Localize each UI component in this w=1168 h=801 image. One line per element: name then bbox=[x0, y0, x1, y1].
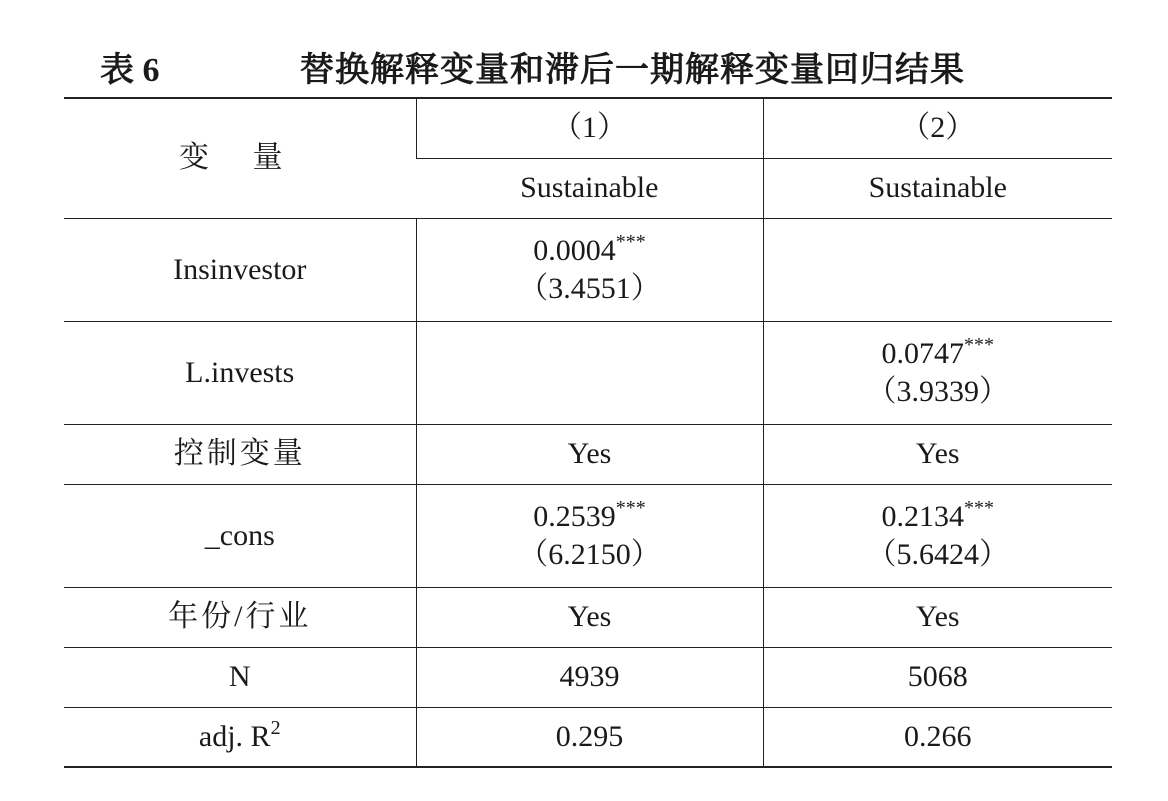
table-row-controls bbox=[64, 424, 1112, 484]
header-row-numbers bbox=[64, 98, 1112, 158]
t-stat: （6.2150） bbox=[518, 537, 661, 571]
table-row-adj-r2 bbox=[64, 707, 1112, 767]
value-cell: 0.266 bbox=[763, 707, 1112, 767]
coef-cell bbox=[763, 484, 1112, 587]
coef-value: 0.0747*** bbox=[881, 333, 994, 370]
table-title: 替换解释变量和滞后一期解释变量回归结果 bbox=[300, 52, 965, 89]
row-label: adj. $R^2$ bbox=[64, 707, 416, 767]
significance-stars: *** bbox=[964, 496, 994, 519]
table-row-n bbox=[64, 647, 1112, 707]
significance-stars: *** bbox=[615, 496, 646, 519]
row-label: N bbox=[64, 647, 416, 707]
value-cell: Yes bbox=[416, 587, 763, 647]
table-row-insinvestor bbox=[64, 218, 1112, 321]
coef-value: 0.2134*** bbox=[881, 496, 994, 533]
table-row-cons bbox=[64, 484, 1112, 587]
significance-stars: *** bbox=[615, 230, 646, 253]
value-cell: Yes bbox=[416, 424, 763, 484]
coef-cell bbox=[416, 321, 763, 424]
row-label: _cons bbox=[64, 484, 416, 587]
row-label: 年份/行业 bbox=[64, 587, 416, 647]
column-1-number: （1） bbox=[416, 98, 763, 158]
variable-header: 变 量 bbox=[64, 98, 416, 218]
table-title-row bbox=[100, 34, 1110, 94]
t-stat: （3.4551） bbox=[518, 271, 661, 305]
regression-table bbox=[64, 97, 1112, 768]
t-stat: （3.9339） bbox=[866, 374, 1009, 408]
column-1-dependent: Sustainable bbox=[416, 158, 763, 218]
row-label: L.invests bbox=[64, 321, 416, 424]
coef-cell bbox=[416, 218, 763, 321]
coef-cell bbox=[763, 321, 1112, 424]
value-cell: 4939 bbox=[416, 647, 763, 707]
coef-value: 0.0004*** bbox=[533, 230, 646, 267]
row-label: Insinvestor bbox=[64, 218, 416, 321]
coef-cell bbox=[416, 484, 763, 587]
coef-value: 0.2539*** bbox=[533, 496, 646, 533]
value-cell: 0.295 bbox=[416, 707, 763, 767]
value-cell: Yes bbox=[763, 424, 1112, 484]
table-row-year-industry bbox=[64, 587, 1112, 647]
value-cell: Yes bbox=[763, 587, 1112, 647]
table-number: 表 6 bbox=[100, 52, 160, 89]
superscript: 2 bbox=[270, 716, 281, 739]
table-row-linvests bbox=[64, 321, 1112, 424]
significance-stars: *** bbox=[964, 333, 994, 356]
coef-cell bbox=[763, 218, 1112, 321]
column-2-dependent: Sustainable bbox=[763, 158, 1112, 218]
t-stat: （5.6424） bbox=[866, 537, 1009, 571]
value-cell: 5068 bbox=[763, 647, 1112, 707]
column-2-number: （2） bbox=[763, 98, 1112, 158]
row-label: 控制变量 bbox=[64, 424, 416, 484]
